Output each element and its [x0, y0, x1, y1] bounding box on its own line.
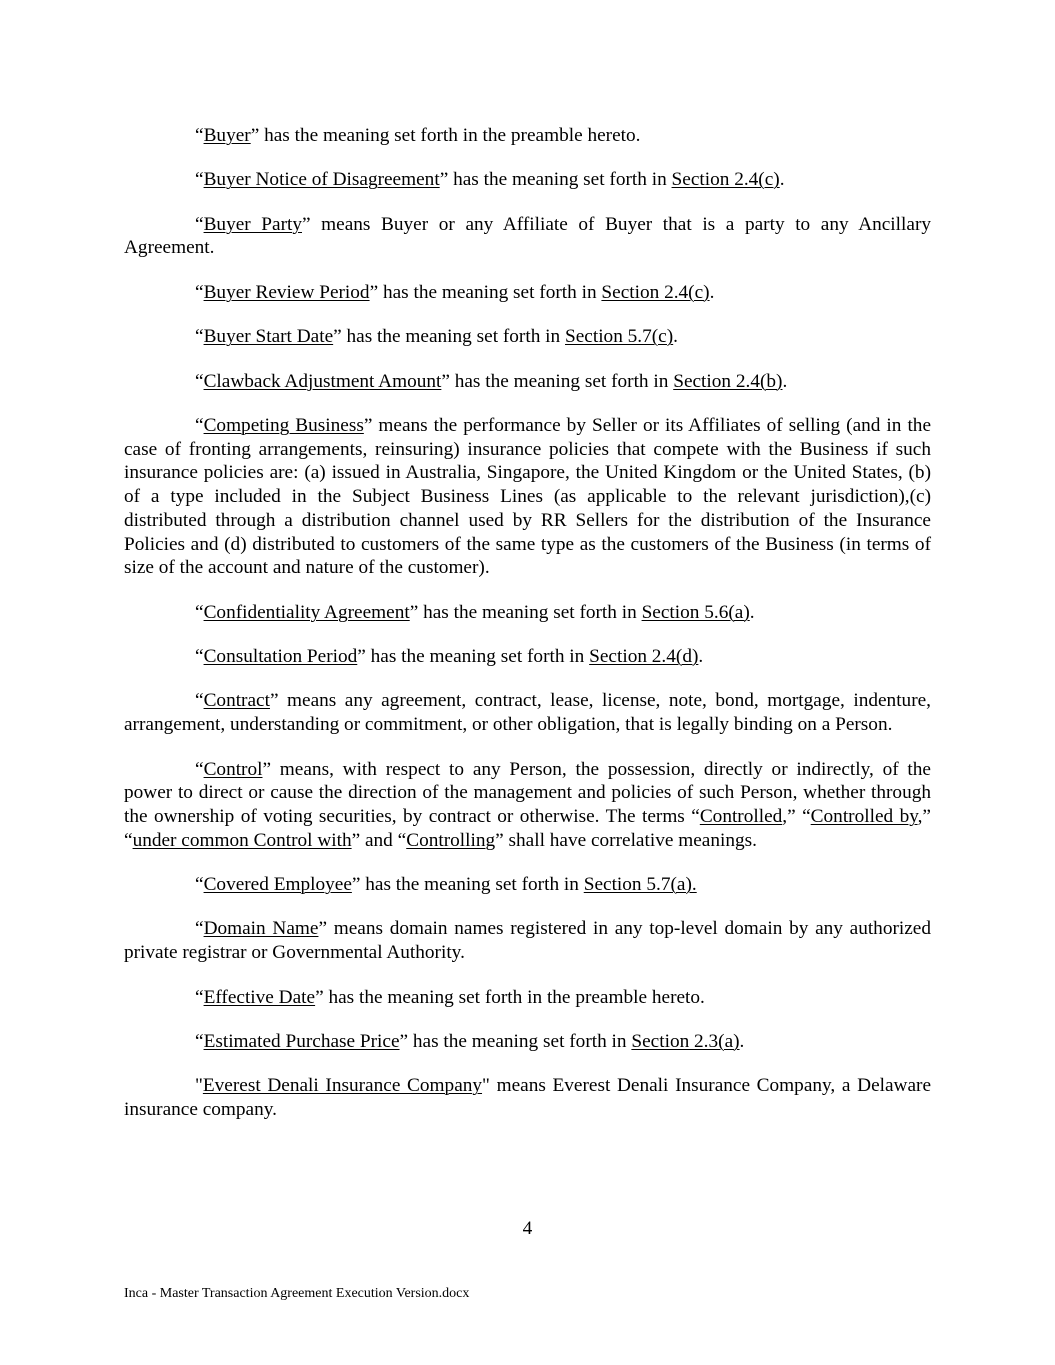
section-reference: Section 2.4(d)	[589, 646, 699, 668]
definition-text: “	[195, 415, 204, 437]
def-covered-employee	[124, 873, 931, 897]
definition-text: .	[779, 169, 785, 191]
defined-term: under common Control with	[132, 829, 352, 851]
definition-text: “	[195, 601, 204, 623]
def-domain-name	[124, 917, 931, 964]
definition-text: ” has the meaning set forth in	[441, 370, 674, 392]
definition-text: “	[195, 918, 204, 940]
defined-term: Covered Employee	[203, 874, 352, 896]
definition-text: ” means domain names registered in any top-level domain by any authorized private registrar or Governmental Authority.	[124, 918, 932, 964]
definition-text: “	[195, 169, 204, 191]
defined-term: Buyer	[203, 125, 251, 146]
defined-term: Controlling	[406, 829, 496, 851]
section-reference: Section 2.4(c)	[601, 281, 710, 303]
defined-term: Estimated Purchase Price	[203, 1030, 400, 1052]
defined-term: Confidentiality Agreement	[203, 601, 410, 623]
def-clawback-adjustment-amount	[124, 370, 931, 394]
definition-text: ” has the meaning set forth in the preamble hereto.	[315, 986, 705, 1008]
defined-term: Control	[203, 758, 263, 780]
section-reference: Section 2.4(c)	[671, 169, 780, 191]
defined-term: Clawback Adjustment Amount	[203, 370, 442, 392]
definition-text: ” shall have correlative meanings.	[495, 829, 757, 851]
definition-text: “	[195, 370, 204, 392]
defined-term: Buyer Notice of Disagreement	[203, 169, 440, 191]
defined-term: Everest Denali Insurance Company	[202, 1075, 483, 1097]
definition-text: ” has the meaning set forth in	[439, 169, 672, 191]
definition-text: ” means the performance by Seller or its Affiliates of selling (and in the case of fronting arrangements, reinsuring) insurance policies that compete with the Business if such insurance policies are: (a) issued in Australia, Singapore, the United Kingdom or the United States, (b) of a type included in the Subject Business Lines (as applicable to the relevant jurisdiction),(c) distributed through a distribution channel used by RR Sellers for the distribution of the Insurance Policies and (d) distributed to customers of the same type as the customers of the Business (in terms of size of the account and nature of the customer).	[124, 415, 931, 579]
definition-text: .	[749, 601, 755, 623]
def-buyer	[124, 124, 931, 148]
def-effective-date	[124, 986, 931, 1010]
defined-term: Buyer Start Date	[203, 326, 334, 348]
section-reference: Section 5.7(c)	[565, 326, 674, 348]
definition-text: “	[195, 1030, 204, 1052]
page-number: 4	[522, 1218, 533, 1239]
definition-text: “	[195, 874, 204, 896]
def-buyer-review-period	[124, 281, 931, 305]
definition-text: ” means any agreement, contract, lease, license, note, bond, mortgage, indenture, arrangement, understanding or commitment, or other obligation, that is legally binding on a Person.	[124, 690, 931, 736]
definition-text: ” has the meaning set forth in	[351, 874, 584, 896]
definition-text: “	[195, 281, 204, 303]
definition-text: .	[782, 370, 788, 392]
definition-text: ” means Buyer or any Affiliate of Buyer that is a party to any Ancillary Agreement.	[124, 213, 932, 259]
def-competing-business	[124, 414, 931, 580]
definition-text: ,” “	[124, 805, 931, 851]
def-buyer-party	[124, 213, 931, 260]
definition-text: ” has the meaning set forth in	[409, 601, 642, 623]
section-reference: Section 5.7(a).	[583, 874, 697, 896]
defined-term: Controlled	[699, 805, 783, 827]
definition-text: ” has the meaning set forth in	[333, 326, 565, 348]
definition-text: ,” “	[782, 805, 811, 827]
definition-text: “	[195, 213, 204, 235]
defined-term: Buyer Review Period	[203, 281, 370, 303]
def-consultation-period	[124, 645, 931, 669]
document-body	[124, 124, 931, 1142]
definition-text: .	[709, 281, 715, 303]
definition-text: “	[195, 125, 204, 146]
definition-text: ” has the meaning set forth in	[369, 281, 602, 303]
definition-text: ” means, with respect to any Person, the possession, directly or indirectly, of the power to direct or cause the direction of the management and policies of such Person, whether through the ownership of voting securities, by contract or otherwise. The terms “	[124, 758, 931, 827]
def-everest-denali-insurance-company	[124, 1074, 931, 1121]
defined-term: Domain Name	[203, 918, 319, 940]
definition-text: "	[195, 1075, 203, 1097]
definition-text: “	[195, 690, 204, 712]
definition-text: “	[195, 758, 204, 780]
def-contract	[124, 689, 931, 736]
definition-text: ” has the meaning set forth in	[399, 1030, 632, 1052]
definition-text: ” has the meaning set forth in the preamble hereto.	[250, 125, 641, 146]
defined-term: Controlled by	[810, 805, 918, 827]
def-estimated-purchase-price	[124, 1030, 931, 1054]
def-confidentiality-agreement	[124, 601, 931, 625]
section-reference: Section 5.6(a)	[641, 601, 750, 623]
defined-term: Effective Date	[203, 986, 316, 1008]
definition-text: .	[739, 1030, 745, 1052]
section-reference: Section 2.3(a)	[631, 1030, 740, 1052]
definition-text: .	[673, 326, 678, 348]
definition-text: “	[195, 326, 204, 348]
definition-text: “	[195, 986, 204, 1008]
definition-text: “	[195, 646, 204, 668]
def-control	[124, 758, 931, 853]
def-buyer-start-date	[124, 325, 931, 349]
definition-text: ” has the meaning set forth in	[357, 646, 590, 668]
defined-term: Competing Business	[203, 415, 364, 437]
definition-text: " means Everest Denali Insurance Company, a Delaware insurance company.	[124, 1075, 931, 1120]
defined-term: Buyer Party	[203, 213, 302, 235]
defined-term: Consultation Period	[203, 646, 358, 668]
section-reference: Section 2.4(b)	[673, 370, 783, 392]
def-buyer-notice-of-disagreement	[124, 168, 931, 192]
definition-text: ” and “	[351, 829, 407, 851]
definition-text: .	[698, 646, 704, 668]
defined-term: Contract	[203, 690, 270, 712]
footer-filename: Inca - Master Transaction Agreement Execution Version.docx	[124, 1286, 470, 1301]
